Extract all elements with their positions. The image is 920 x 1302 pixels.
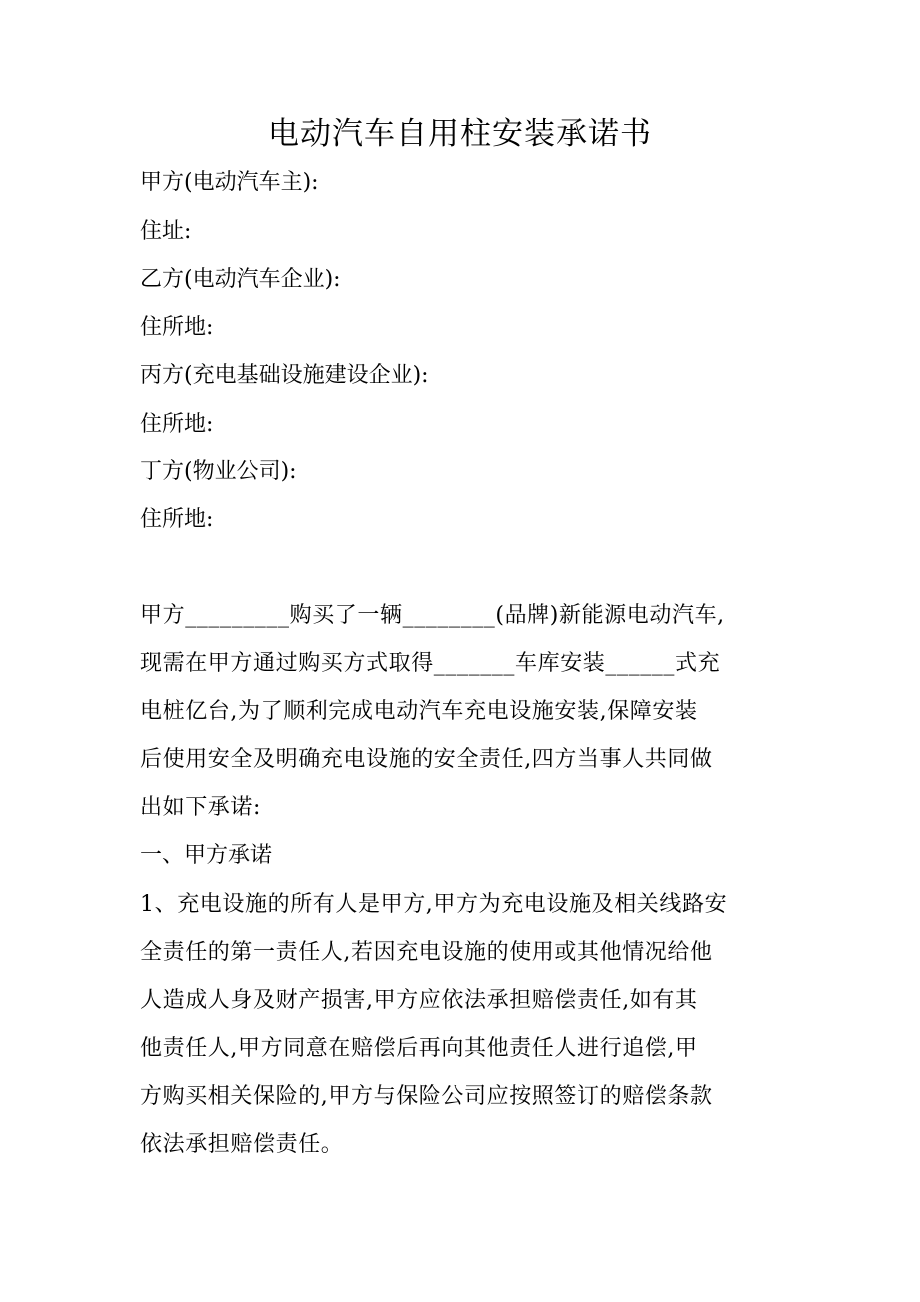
party-a-address-line: 住址: (140, 219, 192, 244)
party-b-line: 乙方(电动汽车企业): (140, 267, 341, 292)
party-a-line: 甲方(电动汽车主): (140, 170, 319, 195)
document-title: 电动汽车自用柱安装承诺书 (268, 116, 652, 152)
clause-line-6: 依法承担赔偿责任。 (140, 1132, 344, 1157)
intro-line-2: 现需在甲方通过购买方式取得_______车库安装______式充 (140, 651, 721, 676)
intro-line-4: 后使用安全及明确充电设施的安全责任,四方当事人共同做 (140, 747, 713, 772)
party-b-address-line: 住所地: (140, 315, 214, 340)
intro-line-3: 电桩亿台,为了顺利完成电动汽车充电设施安装,保障安装 (140, 699, 698, 724)
party-c-line: 丙方(充电基础设施建设企业): (140, 363, 429, 388)
clause-line-2: 全责任的第一责任人,若因充电设施的使用或其他情况给他 (140, 940, 713, 965)
party-d-address-line: 住所地: (140, 507, 214, 532)
clause-line-4: 他责任人,甲方同意在赔偿后再向其他责任人进行追偿,甲 (140, 1036, 698, 1061)
intro-line-5: 出如下承诺: (140, 795, 262, 820)
party-d-line: 丁方(物业公司): (140, 459, 297, 484)
party-c-address-line: 住所地: (140, 412, 214, 437)
clause-line-5: 方购买相关保险的,甲方与保险公司应按照签订的赔偿条款 (140, 1084, 713, 1109)
section-heading: 一、甲方承诺 (140, 843, 273, 868)
clause-line-3: 人造成人身及财产损害,甲方应依法承担赔偿责任,如有其 (140, 988, 698, 1013)
intro-line-1: 甲方_________购买了一辆________(品牌)新能源电动汽车, (140, 603, 725, 628)
clause-line-1: 1、充电设施的所有人是甲方,甲方为充电设施及相关线路安 (140, 892, 728, 917)
